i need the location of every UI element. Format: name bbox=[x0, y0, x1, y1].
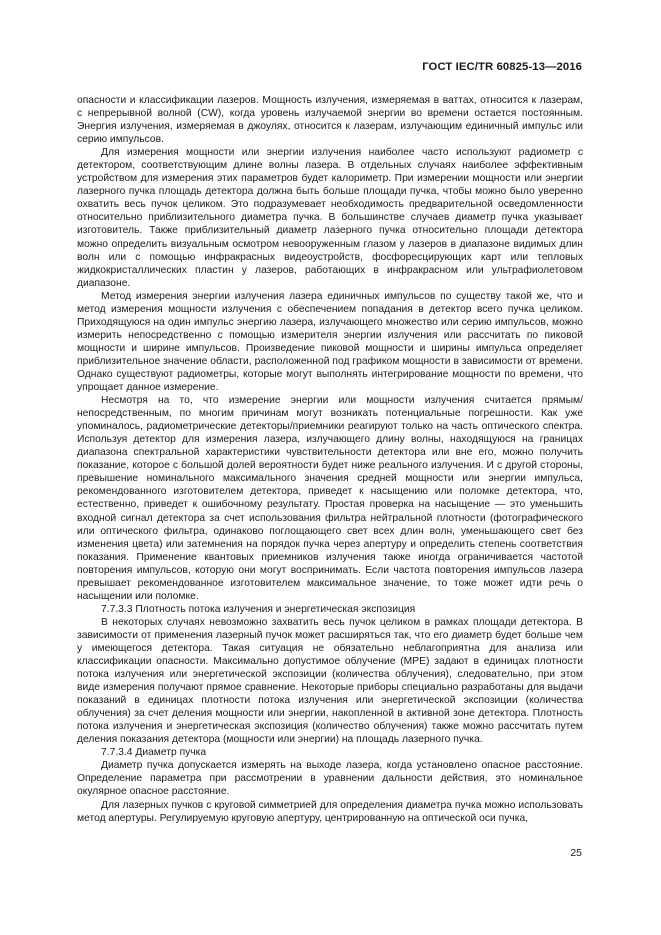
paragraph: опасности и классификации лазеров. Мощность излучения, измеряемая в ваттах, относится к лазерам, с непрерывной волной (CW), когда уровень излучаемой энергии во времени остается постоянным. Энергия излучения, измеряемая в джоулях, относится к лазерам, излучающим единичный импульс или серию импульсов. bbox=[77, 95, 583, 146]
document-code: ГОСТ IEC/TR 60825-13—2016 bbox=[422, 61, 582, 73]
section-heading: 7.7.3.4 Диаметр пучка bbox=[101, 747, 207, 759]
section-heading: 7.7.3.3 Плотность потока излучения и энергетическая экспозиция bbox=[101, 603, 416, 615]
paragraph: В некоторых случаях невозможно захватить весь пучок целиком в рамках площади детектора. В зависимости от применения лазерный пучок может расширяться так, что его диаметр будет больше чем у имеющегося детектора. Такая ситуация не обязательно неблагоприятна для анализа или классификации опасности. Максимально допустимое облучение (МРЕ) задают в единицах плотности потока излучения или энергетической экспозиции (количества облучения), следовательно, при этом виде измерения получают прямое сравнение. Некоторые приборы специально разработаны для выдачи показаний в единицах плотности потока излучения или энергетической экспозиции (количества облучения) за счет деления мощности или энергии, накопленной в активной зоне детектора. Плотность потока излучения и энергетическая экспозиция (количество облучения) также можно рассчитать путем деления показания детектора (мощности или энергии) на площадь лазерного пучка. bbox=[77, 616, 583, 746]
paragraph: Диаметр пучка допускается измерять на выходе лазера, когда установлено опасное расстояние. Определение параметра при рассмотрении в уравнении дальности действия, это номинальное окулярное опасное расстояние. bbox=[77, 760, 583, 798]
paragraph: Для лазерных пучков с круговой симметрией для определения диаметра пучка можно использовать метод апертуры. Регулируемую круговую апертуру, центрированную на оптической оси пучка, bbox=[77, 799, 583, 824]
paragraph: Метод измерения энергии излучения лазера единичных импульсов по существу такой же, что и метод измерения мощности излучения с обеспечением попадания в детектор всего пучка целиком. Приходящуюся на один импульс энергию лазера, излучающего множество или серию импульсов, можно измерить непосредственно с помощью измерителя энергии излучения или рассчитать по пиковой мощности и ширине импульсов. Произведение пиковой мощности и ширины импульса определяет приблизительное значение области, расположенной под графиком мощности в зависимости от времени. Однако существуют радиометры, которые могут выполнять интегрирование мощности по времени, что упрощает данное измерение. bbox=[77, 290, 583, 394]
paragraph: Для измерения мощности или энергии излучения наиболее часто используют радиометр с детектором, соответствующим длине волны лазера. В отдельных случаях наиболее эффективным устройством для измерения этих параметров будет калориметр. При измерении мощности или энергии лазерного пучка площадь детектора должна быть больше площади пучка, чтобы можно было уверенно охватить весь пучок целиком. Это подразумевает необходимость предварительной осведомленности относительно приблизительного диаметра пучка. В большинстве случаев диаметр пучка указывает изготовитель. Также приблизительный диаметр лазерного пучка относительно площади детектора можно определить визуальным осмотром невооруженным глазом у лазеров в диапазоне видимых длин волн или с помощью инфракрасных видеоустройств, фосфоресцирующих карт или тепловых жидкокристаллических пластин у лазеров, работающих в инфракрасном или ультрафиолетовом диапазоне. bbox=[77, 147, 583, 289]
page-number: 25 bbox=[570, 847, 582, 859]
document-body bbox=[77, 94, 583, 825]
paragraph: Несмотря на то, что измерение энергии или мощности излучения считается прямым/непосредственным, по многим причинам могут возникать потенциальные погрешности. Как уже упоминалось, радиометрические детекторы/приемники реагируют только на часть оптического спектра. Используя детектор для измерения лазера, излучающего длину волны, находящуюся на границах диапазона спектральной характеристики чувствительности детектора или вне его, можно получить показание, которое с большой долей вероятности будет ниже реального излучения. И с другой стороны, превышение номинального максимального значения средней мощности или энергии импульса, рекомендованного изготовителем детектора, приведет к насыщению или поломке детектора, что, естественно, приведет к ошибочному результату. Простая проверка на насыщение — это уменьшить входной сигнал детектора за счет использования фильтра нейтральной плотности (фотографического или оптического фильтра, одинаково поглощающего свет всех длин волн, уменьшающего свет без изменения цвета) или затемнения на порядок пучка через апертуру и определить степень соответствия показания. Применение квантовых приемников излучения также иногда ограничивается частотой повторения импульсов, которую они могут воспринимать. Если частота повторения импульсов лазера превышает рекомендованное изготовителем максимальное значение, то тоже может идти речь о насыщении или поломке. bbox=[77, 395, 583, 602]
